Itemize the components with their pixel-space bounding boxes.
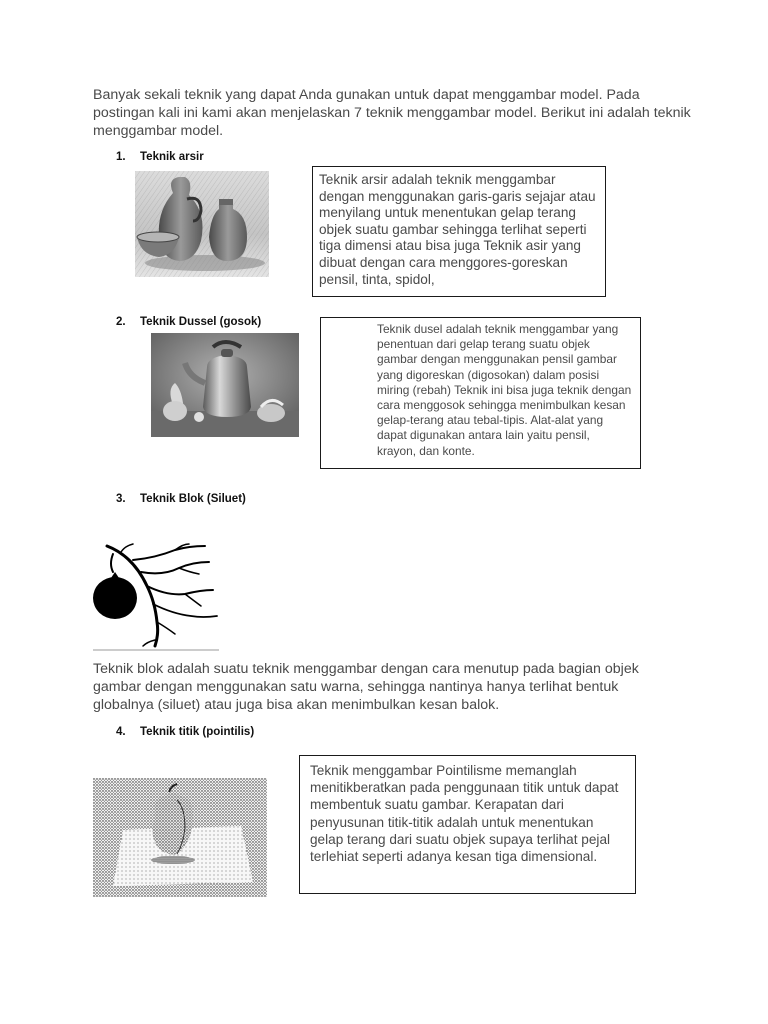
smudge-still-life-image <box>151 333 299 437</box>
section-3-number: 3. <box>116 493 126 505</box>
section-2-description: Teknik dusel adalah teknik menggambar yang penentuan dari gelap terang suatu objek gambar dengan menggunakan pensil gambar yang digoreskan (digosokan) dalam posisi miring (rebah) Teknik ini bisa juga teknik dengan cara menggosok sehingga menimbulkan kesan gelap-terang atau tebal-tipis. Alat-alat yang dapat digunakan antara lain yaitu pensil, krayon, dan konte. <box>377 322 632 458</box>
section-1-description: Teknik arsir adalah teknik menggambar dengan menggunakan garis-garis sejajar atau menyilang untuk menentukan gelap terang objek suatu gambar sehingga terlihat seperti tiga dimensi atau bisa juga Teknik asir yang dibuat dengan cara menggores-goreskan pensil, tinta, spidol, <box>319 172 596 287</box>
stipple-pepper-image <box>93 778 267 897</box>
hatching-still-life-image <box>135 171 269 277</box>
section-4-description: Teknik menggambar Pointilisme memanglah menitikberatkan pada penggunaan titik untuk dapat membentuk suatu gambar. Kerapatan dari penyusunan titik-titik adalah untuk menentukan gelap terang dari suatu objek supaya terlihat pejal terlehiat seperti adanya kesan tiga dimensional. <box>310 763 619 865</box>
section-2-heading <box>116 316 261 328</box>
section-3-description: Teknik blok adalah suatu teknik menggambar dengan cara menutup pada bagian objek gambar dengan menggunakan satu warna, sehingga nantinya hanya terlihat bentuk globalnya (siluet) atau juga bisa akan menimbulkan kesan balok. <box>93 661 639 713</box>
section-1-heading <box>116 151 204 163</box>
silhouette-image <box>93 542 219 652</box>
section-3-title: Teknik Blok (Siluet) <box>140 493 246 505</box>
section-2-number: 2. <box>116 316 126 328</box>
section-3-heading <box>116 493 246 505</box>
section-4-title: Teknik titik (pointilis) <box>140 726 255 738</box>
section-2-description-box <box>320 317 641 469</box>
section-1-title: Teknik arsir <box>140 151 204 163</box>
section-2-title: Teknik Dussel (gosok) <box>140 316 262 328</box>
section-4-heading <box>116 726 254 738</box>
section-1-number: 1. <box>116 151 126 163</box>
section-1-description-box <box>312 166 606 297</box>
intro-paragraph: Banyak sekali teknik yang dapat Anda gunakan untuk dapat menggambar model. Pada postingan kali ini kami akan menjelaskan 7 teknik menggambar model. Berikut ini adalah teknik menggambar model. <box>93 87 691 139</box>
section-4-number: 4. <box>116 726 126 738</box>
section-4-description-box <box>299 755 636 894</box>
